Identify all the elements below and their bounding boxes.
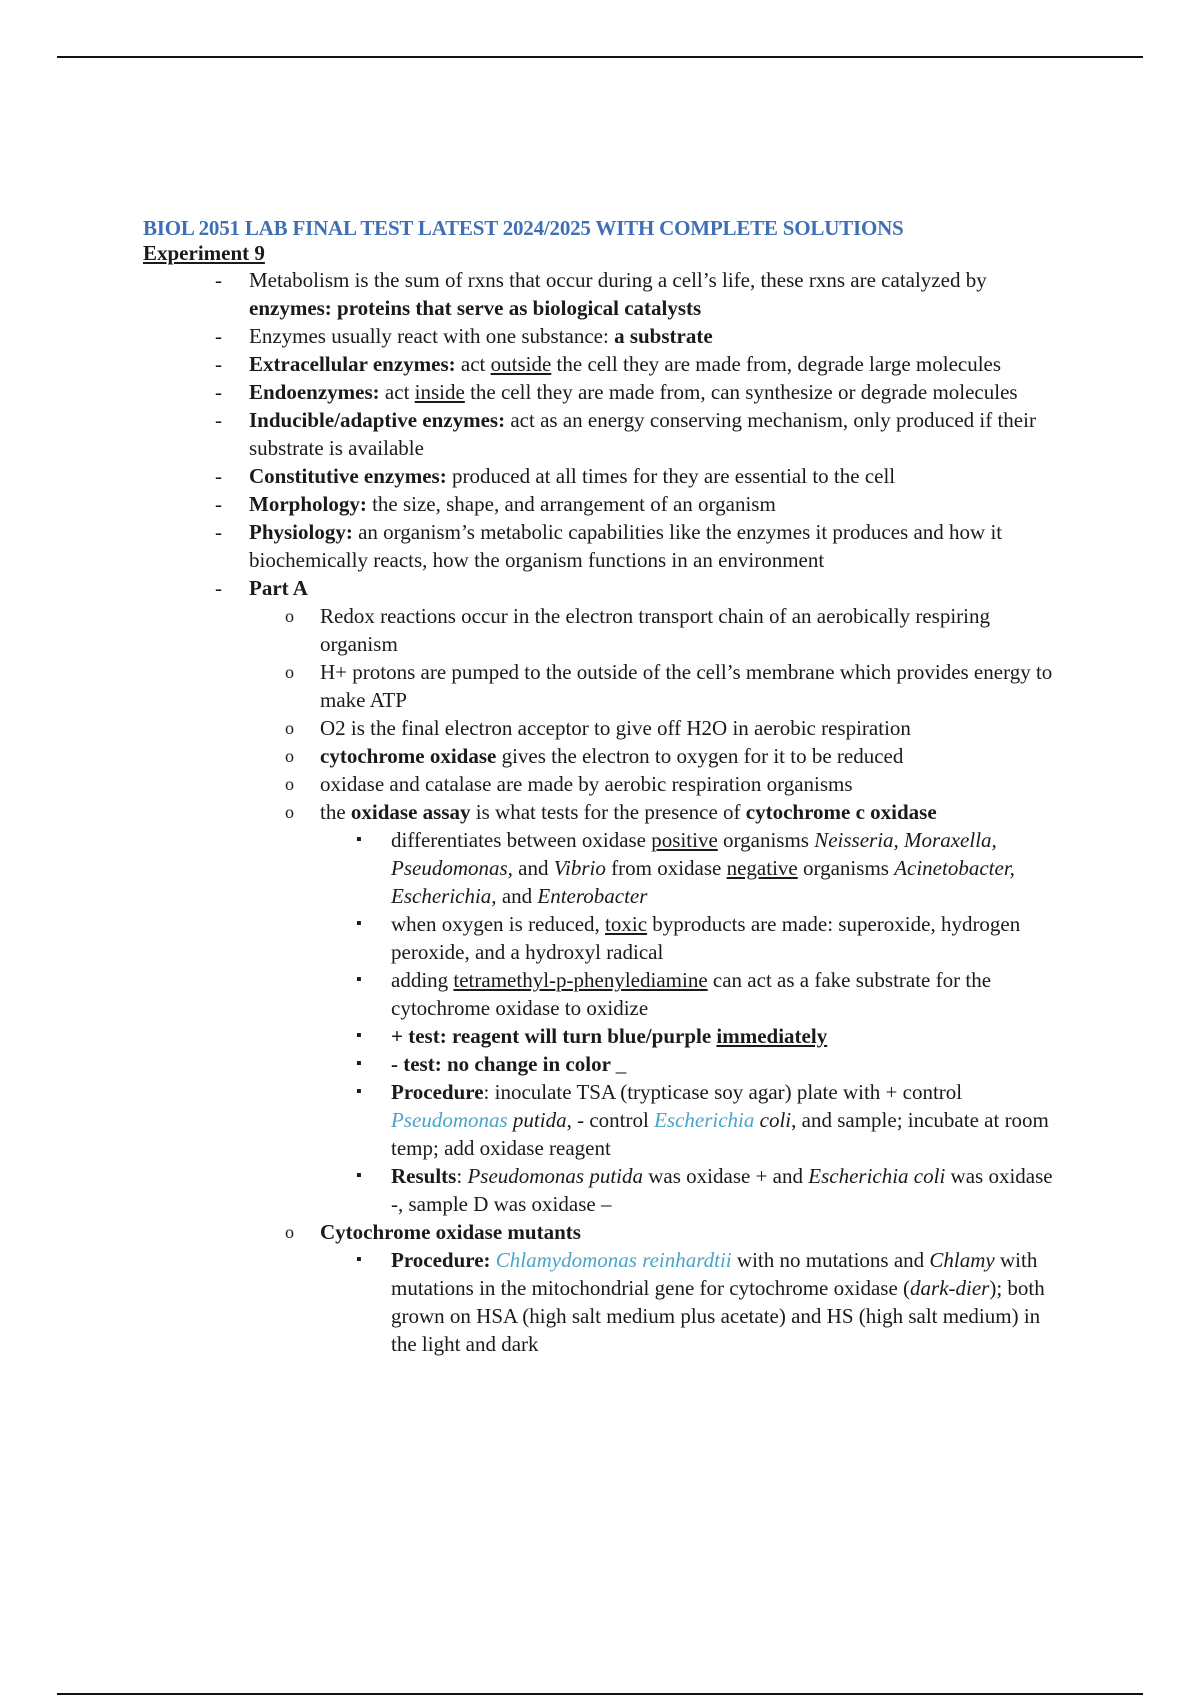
text-segment: when oxygen is reduced, [391, 912, 606, 936]
text-segment: is what tests for the presence of [470, 800, 746, 824]
item-text [249, 380, 1018, 404]
text-segment: Neisseria, Moraxella, Pseudomonas, [391, 828, 997, 880]
circle-bullet: o [285, 1222, 294, 1242]
text-segment: Chlamy [929, 1248, 995, 1272]
square-bullet: ▪ [356, 831, 362, 848]
item-text [249, 352, 1001, 376]
text-segment: tetramethyl-p-phenylediamine [453, 968, 708, 992]
text-segment: , and sample; incubate at room temp; add oxidase reagent [391, 1108, 1049, 1160]
item-text [320, 716, 911, 740]
text-segment: _ [615, 1052, 627, 1076]
text-segment: : inoculate TSA (trypticase soy agar) plate with + control [483, 1080, 963, 1104]
text-segment: Escherichia coli [808, 1164, 946, 1188]
text-segment: negative [726, 856, 798, 880]
item-text [249, 464, 895, 488]
text-segment: outside [490, 352, 552, 376]
item-text [391, 1052, 626, 1076]
item-text [249, 268, 987, 320]
text-segment: Physiology: [249, 520, 353, 544]
square-bullet: ▪ [356, 971, 362, 988]
text-segment: Extracellular enzymes: [249, 352, 456, 376]
sub-sub-list-item [143, 1246, 1063, 1358]
item-text [391, 1164, 1053, 1216]
dash-bullet: - [215, 464, 222, 488]
text-segment: can act as a fake substrate for the cytochrome oxidase to oxidize [391, 968, 992, 1020]
square-bullet: ▪ [356, 1027, 362, 1044]
top-rule [57, 56, 1143, 58]
text-segment: and [512, 856, 554, 880]
text-segment: - test: no change in color [391, 1052, 616, 1076]
text-segment: the cell they are made from, degrade large molecules [551, 352, 1002, 376]
text-segment: Enzymes usually react with one substance: [249, 324, 615, 348]
text-segment: Procedure: [391, 1248, 491, 1272]
item-text [320, 800, 937, 824]
document-body [143, 216, 1063, 1358]
sub-list-item [143, 714, 1063, 742]
square-bullet: ▪ [356, 1083, 362, 1100]
text-segment: byproducts are made: superoxide, hydrogen peroxide, and a hydroxyl radical [391, 912, 1021, 964]
dash-bullet: - [215, 492, 222, 516]
text-segment: Vibrio [553, 856, 606, 880]
sub-list-item [143, 602, 1063, 658]
text-segment: act as an energy conserving mechanism, only produced if their substrate is available [249, 408, 1036, 460]
text-segment: Chlamydomonas reinhardtii [495, 1248, 732, 1272]
circle-bullet: o [285, 606, 294, 626]
sub-sub-list-item [143, 826, 1063, 910]
text-segment: Enterobacter [537, 884, 648, 908]
item-text [391, 1080, 1049, 1160]
circle-bullet: o [285, 662, 294, 682]
text-segment: O2 is the final electron acceptor to give off H2O in aerobic respiration [320, 716, 911, 740]
text-segment: gives the electron to oxygen for it to be reduced [496, 744, 904, 768]
item-text [249, 408, 1036, 460]
list-item [143, 322, 1063, 350]
document-title: BIOL 2051 LAB FINAL TEST LATEST 2024/2025 WITH COMPLETE SOLUTIONS [143, 216, 904, 240]
dash-bullet: - [215, 352, 222, 376]
sub-list-item [143, 658, 1063, 714]
dash-bullet: - [215, 324, 222, 348]
text-segment: organisms [797, 856, 895, 880]
text-segment: dark-dier [910, 1276, 990, 1300]
item-text [391, 1024, 827, 1048]
text-segment: Constitutive enzymes: [249, 464, 447, 488]
dash-bullet: - [215, 268, 222, 292]
text-segment: act [379, 380, 415, 404]
list-item [143, 378, 1063, 406]
text-segment: positive [651, 828, 718, 852]
circle-bullet: o [285, 746, 294, 766]
sub-list-item-mutants [143, 1218, 1063, 1246]
text-segment: Part A [249, 576, 308, 600]
sub-sub-list-item [143, 1078, 1063, 1162]
sub-list-item [143, 742, 1063, 770]
text-segment: Results [391, 1164, 457, 1188]
text-segment: organisms [717, 828, 815, 852]
sub-list-item [143, 770, 1063, 798]
item-text [249, 576, 308, 600]
list-item-part-a [143, 574, 1063, 602]
item-text [391, 912, 1020, 964]
sub-sub-list-item [143, 966, 1063, 1022]
text-segment: : [456, 1164, 468, 1188]
square-bullet: ▪ [356, 1055, 362, 1072]
dash-bullet: - [215, 380, 222, 404]
text-segment: Endoenzymes: [249, 380, 380, 404]
list-item [143, 350, 1063, 378]
text-segment: cytochrome c oxidase [745, 800, 937, 824]
text-segment: Inducible/adaptive enzymes: [249, 408, 506, 432]
bottom-rule [57, 1693, 1143, 1695]
item-text [320, 604, 990, 656]
text-segment: with mutations in the mitochondrial gene for cytochrome oxidase ( [391, 1248, 1038, 1300]
text-segment: putida [512, 1108, 567, 1132]
square-bullet: ▪ [356, 915, 362, 932]
text-segment: the cell they are made from, can synthesize or degrade molecules [464, 380, 1018, 404]
item-text [320, 744, 903, 768]
text-segment: Redox reactions occur in the electron transport chain of an aerobically respiring organism [320, 604, 990, 656]
item-text [249, 492, 776, 516]
item-text [249, 324, 713, 348]
text-segment: oxidase assay [350, 800, 471, 824]
text-segment: enzymes: proteins that serve as biological catalysts [249, 296, 702, 320]
item-text [320, 772, 853, 796]
text-segment: adding [391, 968, 454, 992]
text-segment: inside [414, 380, 465, 404]
list-item [143, 518, 1063, 574]
main-list [143, 266, 1063, 1358]
text-segment: ); both grown on HSA (high salt medium plus acetate) and HS (high salt medium) in the light and dark [391, 1276, 1045, 1356]
text-segment: from oxidase [605, 856, 727, 880]
text-segment: Acinetobacter, Escherichia, [391, 856, 1015, 908]
item-text [320, 1220, 581, 1244]
text-segment: oxidase and catalase are made by aerobic respiration organisms [320, 772, 853, 796]
sub-sub-list-item [143, 1022, 1063, 1050]
text-segment: Metabolism is the sum of rxns that occur during a cell’s life, these rxns are catalyzed by [249, 268, 987, 292]
text-segment: immediately [716, 1024, 828, 1048]
sub-sub-list-item [143, 910, 1063, 966]
dash-bullet: - [215, 520, 222, 544]
text-segment: a substrate [614, 324, 713, 348]
square-bullet: ▪ [356, 1251, 362, 1268]
text-segment: differentiates between oxidase [391, 828, 652, 852]
text-segment: coli [759, 1108, 792, 1132]
text-segment: Morphology: [249, 492, 367, 516]
text-segment: act [455, 352, 491, 376]
text-segment: H+ protons are pumped to the outside of the cell’s membrane which provides energy to make ATP [320, 660, 1053, 712]
circle-bullet: o [285, 802, 294, 822]
dash-bullet: - [215, 576, 222, 600]
square-bullet: ▪ [356, 1167, 362, 1184]
item-text [391, 1248, 1045, 1356]
text-segment: Procedure [391, 1080, 484, 1104]
sub-sub-list-item [143, 1162, 1063, 1218]
text-segment: Pseudomonas putida [467, 1164, 644, 1188]
text-segment: the [320, 800, 351, 824]
circle-bullet: o [285, 718, 294, 738]
text-segment: the size, shape, and arrangement of an organism [366, 492, 776, 516]
text-segment: with no mutations and [731, 1248, 930, 1272]
section-heading: Experiment 9 [143, 241, 265, 265]
list-item [143, 462, 1063, 490]
text-segment: was oxidase + and [643, 1164, 809, 1188]
text-segment: Pseudomonas [391, 1108, 508, 1132]
text-segment: Escherichia [654, 1108, 755, 1132]
item-text [320, 660, 1052, 712]
text-segment: was oxidase -, sample D was oxidase – [391, 1164, 1053, 1216]
circle-bullet: o [285, 774, 294, 794]
list-item [143, 266, 1063, 322]
text-segment: , - control [566, 1108, 655, 1132]
text-segment: toxic [605, 912, 648, 936]
item-text [249, 520, 1002, 572]
text-segment: + test: reagent will turn blue/purple [391, 1024, 717, 1048]
sub-list-item [143, 798, 1063, 826]
list-item [143, 490, 1063, 518]
sub-sub-list-item [143, 1050, 1063, 1078]
dash-bullet: - [215, 408, 222, 432]
text-segment: and [496, 884, 538, 908]
text-segment: cytochrome oxidase [320, 744, 497, 768]
text-segment: produced at all times for they are essential to the cell [446, 464, 896, 488]
item-text [391, 968, 991, 1020]
list-item [143, 406, 1063, 462]
text-segment: Cytochrome oxidase mutants [320, 1220, 581, 1244]
text-segment: an organism’s metabolic capabilities like the enzymes it produces and how it biochemically reacts, how the organism functions in an environment [249, 520, 1003, 572]
item-text [391, 828, 1015, 908]
